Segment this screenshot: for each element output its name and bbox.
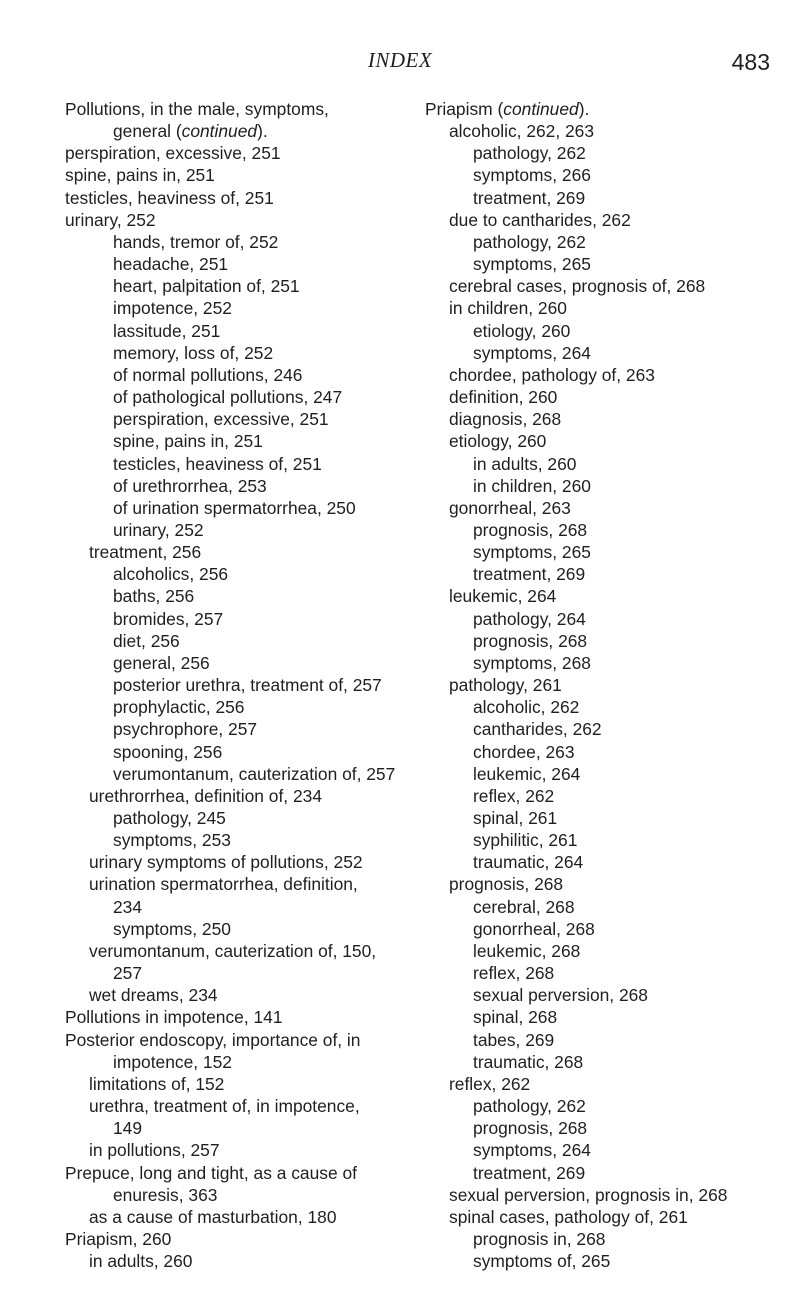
index-entry bbox=[425, 940, 797, 962]
index-entry-text: gonorrheal, 268 bbox=[473, 918, 595, 939]
index-entry bbox=[65, 164, 405, 186]
index-entry-text: syphilitic, 261 bbox=[473, 830, 578, 851]
index-entry bbox=[425, 408, 797, 430]
index-entry-text: Prepuce, long and tight, as a cause of bbox=[65, 1162, 357, 1183]
index-entry bbox=[65, 829, 405, 851]
index-entry bbox=[65, 430, 405, 452]
index-entry bbox=[65, 785, 405, 807]
index-entry-text: spine, pains in, 251 bbox=[113, 431, 263, 452]
index-entry-text: alcoholic, 262 bbox=[473, 697, 580, 718]
index-entry-text: reflex, 262 bbox=[473, 785, 555, 806]
index-entry bbox=[65, 807, 405, 829]
index-entry bbox=[65, 519, 405, 541]
index-entry bbox=[425, 962, 797, 984]
index-entry-text: prognosis, 268 bbox=[449, 874, 564, 895]
index-entry-text: perspiration, excessive, 251 bbox=[113, 409, 329, 430]
index-entry-text: of pathological pollutions, 247 bbox=[113, 387, 343, 408]
index-entry bbox=[425, 519, 797, 541]
index-entry bbox=[65, 718, 405, 740]
index-entry-text: Pollutions, in the male, symptoms, bbox=[65, 99, 329, 119]
continued-note: continued bbox=[503, 99, 579, 119]
index-entry bbox=[65, 1117, 405, 1139]
index-entry bbox=[65, 320, 405, 342]
index-entry-text: spinal cases, pathology of, 261 bbox=[449, 1206, 688, 1227]
index-entry bbox=[65, 453, 405, 475]
index-entry bbox=[425, 563, 797, 585]
index-entry bbox=[425, 1117, 797, 1139]
index-column-right bbox=[425, 98, 797, 1272]
index-entry-text: sexual perversion, 268 bbox=[473, 985, 648, 1006]
index-entry bbox=[65, 98, 405, 120]
index-entry-text: Priapism bbox=[425, 99, 493, 119]
index-entry-text: spine, pains in, 251 bbox=[65, 165, 215, 186]
index-entry-text: verumontanum, cauterization of, 257 bbox=[113, 763, 396, 784]
index-entry-text: urethrorrhea, definition of, 234 bbox=[89, 785, 322, 806]
index-entry-text: 257 bbox=[113, 963, 143, 984]
index-entry bbox=[425, 696, 797, 718]
index-entry-text: general bbox=[113, 121, 172, 142]
index-entry bbox=[425, 829, 797, 851]
index-entry-text: spinal, 268 bbox=[473, 1007, 558, 1028]
index-entry bbox=[65, 1073, 405, 1095]
index-entry bbox=[425, 896, 797, 918]
index-entry-text: traumatic, 264 bbox=[473, 852, 584, 873]
index-entry-text: diagnosis, 268 bbox=[449, 409, 562, 430]
index-entry: general (continued). bbox=[113, 121, 268, 142]
index-entry bbox=[425, 1228, 797, 1250]
index-entry-text: baths, 256 bbox=[113, 586, 195, 607]
index-entry-text: of normal pollutions, 246 bbox=[113, 364, 303, 385]
index-entry-text: leukemic, 264 bbox=[473, 763, 581, 784]
index-entry bbox=[425, 297, 797, 319]
index-entry bbox=[425, 1029, 797, 1051]
index-entry-text: lassitude, 251 bbox=[113, 320, 221, 341]
index-entry-text: pathology, 264 bbox=[473, 608, 586, 629]
index-entry-text: general, 256 bbox=[113, 652, 210, 673]
index-entry bbox=[65, 1206, 405, 1228]
index-entry-text: urethra, treatment of, in impotence, bbox=[89, 1096, 360, 1117]
index-entry-text: testicles, heaviness of, 251 bbox=[113, 453, 322, 474]
index-entry bbox=[425, 763, 797, 785]
index-entry bbox=[65, 696, 405, 718]
index-entry bbox=[425, 1184, 797, 1206]
index-entry-text: cerebral, 268 bbox=[473, 896, 575, 917]
index-entry-text: prophylactic, 256 bbox=[113, 697, 245, 718]
index-entry-text: reflex, 268 bbox=[473, 963, 555, 984]
index-entry-text: symptoms, 264 bbox=[473, 342, 591, 363]
index-entry-text: leukemic, 264 bbox=[449, 586, 557, 607]
index-entry-text: verumontanum, cauterization of, 150, bbox=[89, 940, 377, 961]
index-entry bbox=[65, 940, 405, 962]
index-entry-text: headache, 251 bbox=[113, 254, 229, 275]
index-entry bbox=[65, 873, 405, 895]
index-entry bbox=[425, 187, 797, 209]
index-entry-text: in pollutions, 257 bbox=[89, 1140, 220, 1161]
index-entry-text: prognosis, 268 bbox=[473, 630, 588, 651]
index-entry bbox=[65, 253, 405, 275]
index-entry bbox=[65, 563, 405, 585]
index-entry bbox=[425, 253, 797, 275]
page-number: 483 bbox=[731, 49, 770, 75]
index-entry bbox=[65, 187, 405, 209]
index-entry-text: wet dreams, 234 bbox=[89, 985, 218, 1006]
index-entry-text: treatment, 269 bbox=[473, 187, 586, 208]
index-entry-text: Pollutions in impotence, 141 bbox=[65, 1007, 283, 1028]
index-entry bbox=[65, 1029, 405, 1051]
index-entry-text: alcoholic, 262, 263 bbox=[449, 121, 595, 142]
index-entry-text: symptoms of, 265 bbox=[473, 1251, 611, 1272]
page-header bbox=[0, 48, 800, 88]
index-entry bbox=[425, 785, 797, 807]
index-entry-text: in children, 260 bbox=[473, 475, 591, 496]
index-entry bbox=[65, 142, 405, 164]
index-entry bbox=[65, 275, 405, 297]
index-entry-text: symptoms, 250 bbox=[113, 918, 231, 939]
index-entry bbox=[65, 364, 405, 386]
index-entry-text: gonorrheal, 263 bbox=[449, 497, 571, 518]
index-entry-text: spooning, 256 bbox=[113, 741, 223, 762]
index-entry bbox=[425, 1073, 797, 1095]
index-entry bbox=[425, 1250, 797, 1272]
index-entry-text: definition, 260 bbox=[449, 387, 558, 408]
index-entry bbox=[425, 1051, 797, 1073]
index-entry-text: alcoholics, 256 bbox=[113, 564, 229, 585]
index-column-left bbox=[65, 98, 405, 1272]
index-entry bbox=[65, 342, 405, 364]
index-entry bbox=[65, 918, 405, 940]
index-entry bbox=[425, 585, 797, 607]
index-entry-text: tabes, 269 bbox=[473, 1029, 555, 1050]
index-entry bbox=[425, 475, 797, 497]
index-entry-text: symptoms, 266 bbox=[473, 165, 591, 186]
index-entry bbox=[65, 231, 405, 253]
index-entry-text: traumatic, 268 bbox=[473, 1051, 584, 1072]
index-entry-text: testicles, heaviness of, 251 bbox=[65, 187, 274, 208]
index-entry bbox=[425, 918, 797, 940]
index-entry bbox=[425, 120, 797, 142]
index-entry-text: posterior urethra, treatment of, 257 bbox=[113, 675, 382, 696]
index-entry: Priapism (continued). bbox=[425, 99, 590, 119]
index-entry bbox=[425, 984, 797, 1006]
index-entry bbox=[425, 320, 797, 342]
index-entry bbox=[65, 630, 405, 652]
index-entry-text: pathology, 262 bbox=[473, 143, 586, 164]
index-entry-text: urinary, 252 bbox=[113, 519, 204, 540]
index-entry-text: hands, tremor of, 252 bbox=[113, 231, 279, 252]
index-entry bbox=[425, 541, 797, 563]
index-entry-text: etiology, 260 bbox=[449, 431, 547, 452]
index-entry bbox=[425, 497, 797, 519]
index-entry-text: 234 bbox=[113, 896, 143, 917]
index-entry bbox=[425, 1006, 797, 1028]
index-entry-text: treatment, 269 bbox=[473, 564, 586, 585]
index-entry-text: cerebral cases, prognosis of, 268 bbox=[449, 276, 706, 297]
index-entry bbox=[65, 585, 405, 607]
index-entry-text: enuresis, 363 bbox=[113, 1184, 218, 1205]
index-entry bbox=[65, 652, 405, 674]
index-entry bbox=[425, 851, 797, 873]
index-entry-text: in adults, 260 bbox=[473, 453, 577, 474]
index-entry-text: chordee, 263 bbox=[473, 741, 575, 762]
index-entry bbox=[425, 275, 797, 297]
index-entry bbox=[425, 873, 797, 895]
index-entry-text: impotence, 152 bbox=[113, 1051, 232, 1072]
index-entry-text: reflex, 262 bbox=[449, 1073, 531, 1094]
index-entry-text: in children, 260 bbox=[449, 298, 567, 319]
index-entry bbox=[425, 386, 797, 408]
index-entry-text: diet, 256 bbox=[113, 630, 180, 651]
index-entry-text: treatment, 269 bbox=[473, 1162, 586, 1183]
index-entry bbox=[425, 364, 797, 386]
index-entry-text: Posterior endoscopy, importance of, in bbox=[65, 1029, 361, 1050]
index-entry bbox=[65, 209, 405, 231]
index-entry bbox=[65, 297, 405, 319]
index-entry bbox=[425, 630, 797, 652]
index-entry-text: Priapism, 260 bbox=[65, 1228, 172, 1249]
index-entry-text: heart, palpitation of, 251 bbox=[113, 276, 300, 297]
index-entry-text: symptoms, 265 bbox=[473, 254, 591, 275]
index-entry bbox=[425, 674, 797, 696]
index-entry-text: of urination spermatorrhea, 250 bbox=[113, 497, 356, 518]
index-entry-text: bromides, 257 bbox=[113, 608, 224, 629]
index-entry bbox=[65, 541, 405, 563]
continued-note: continued bbox=[181, 121, 258, 142]
index-entry bbox=[425, 142, 797, 164]
index-entry bbox=[425, 453, 797, 475]
index-entry bbox=[65, 1162, 405, 1184]
index-entry-text: pathology, 261 bbox=[449, 675, 562, 696]
index-entry-text: prognosis, 268 bbox=[473, 1118, 588, 1139]
index-entry bbox=[425, 1095, 797, 1117]
index-entry-text: urinary symptoms of pollutions, 252 bbox=[89, 852, 363, 873]
index-entry bbox=[65, 1139, 405, 1161]
index-entry-text: impotence, 252 bbox=[113, 298, 232, 319]
index-entry-text: urinary, 252 bbox=[65, 209, 156, 230]
index-entry-text: perspiration, excessive, 251 bbox=[65, 143, 281, 164]
index-entry-text: symptoms, 268 bbox=[473, 652, 591, 673]
index-entry bbox=[425, 1139, 797, 1161]
index-entry bbox=[425, 231, 797, 253]
index-entry-text: etiology, 260 bbox=[473, 320, 571, 341]
index-entry bbox=[65, 1051, 405, 1073]
index-entry bbox=[65, 1250, 405, 1272]
index-entry-text: in adults, 260 bbox=[89, 1251, 193, 1272]
index-entry bbox=[425, 430, 797, 452]
index-entry-text: cantharides, 262 bbox=[473, 719, 602, 740]
index-entry bbox=[65, 896, 405, 918]
index-entry-text: symptoms, 264 bbox=[473, 1140, 591, 1161]
running-title: INDEX bbox=[367, 48, 433, 72]
index-entry-text: 149 bbox=[113, 1118, 143, 1139]
index-entry-text: memory, loss of, 252 bbox=[113, 342, 274, 363]
index-entry-text: leukemic, 268 bbox=[473, 940, 581, 961]
index-entry bbox=[425, 718, 797, 740]
index-entry bbox=[65, 763, 405, 785]
index-entry bbox=[65, 851, 405, 873]
index-entry bbox=[65, 475, 405, 497]
index-entry bbox=[65, 1228, 405, 1250]
index-entry-text: spinal, 261 bbox=[473, 808, 558, 828]
index-entry bbox=[65, 1006, 405, 1028]
index-entry-text: sexual perversion, prognosis in, 268 bbox=[449, 1184, 728, 1205]
index-entry-text: psychrophore, 257 bbox=[113, 719, 258, 740]
index-entry bbox=[425, 807, 797, 829]
index-entry bbox=[65, 386, 405, 408]
index-entry bbox=[65, 1184, 405, 1206]
index-entry-text: of urethrorrhea, 253 bbox=[113, 475, 267, 496]
index-entry bbox=[425, 652, 797, 674]
index-entry bbox=[425, 1162, 797, 1184]
index-entry bbox=[65, 408, 405, 430]
index-entry-text: pathology, 262 bbox=[473, 231, 586, 252]
index-entry-text: due to cantharides, 262 bbox=[449, 209, 631, 230]
index-entry-text: chordee, pathology of, 263 bbox=[449, 364, 655, 385]
index-entry-text: symptoms, 253 bbox=[113, 830, 231, 851]
index-entry bbox=[425, 342, 797, 364]
index-entry-text: as a cause of masturbation, 180 bbox=[89, 1206, 337, 1227]
index-entry-text: urination spermatorrhea, definition, bbox=[89, 874, 358, 895]
index-entry bbox=[425, 608, 797, 630]
index-entry-text: treatment, 256 bbox=[89, 542, 202, 563]
index-entry-text: limitations of, 152 bbox=[89, 1073, 225, 1094]
index-entry bbox=[65, 497, 405, 519]
index-entry bbox=[65, 1095, 405, 1117]
index-entry-text: pathology, 245 bbox=[113, 808, 226, 828]
index-entry-text: pathology, 262 bbox=[473, 1096, 586, 1117]
index-entry bbox=[65, 608, 405, 630]
index-entry bbox=[65, 741, 405, 763]
index-entry bbox=[65, 984, 405, 1006]
index-entry bbox=[65, 962, 405, 984]
index-entry-text: prognosis, 268 bbox=[473, 519, 588, 540]
index-entry-text: symptoms, 265 bbox=[473, 542, 591, 563]
index-entry bbox=[425, 1206, 797, 1228]
index-entry bbox=[65, 674, 405, 696]
index-entry-text: prognosis in, 268 bbox=[473, 1228, 606, 1249]
index-entry bbox=[425, 209, 797, 231]
index-entry bbox=[425, 741, 797, 763]
index-entry bbox=[425, 164, 797, 186]
